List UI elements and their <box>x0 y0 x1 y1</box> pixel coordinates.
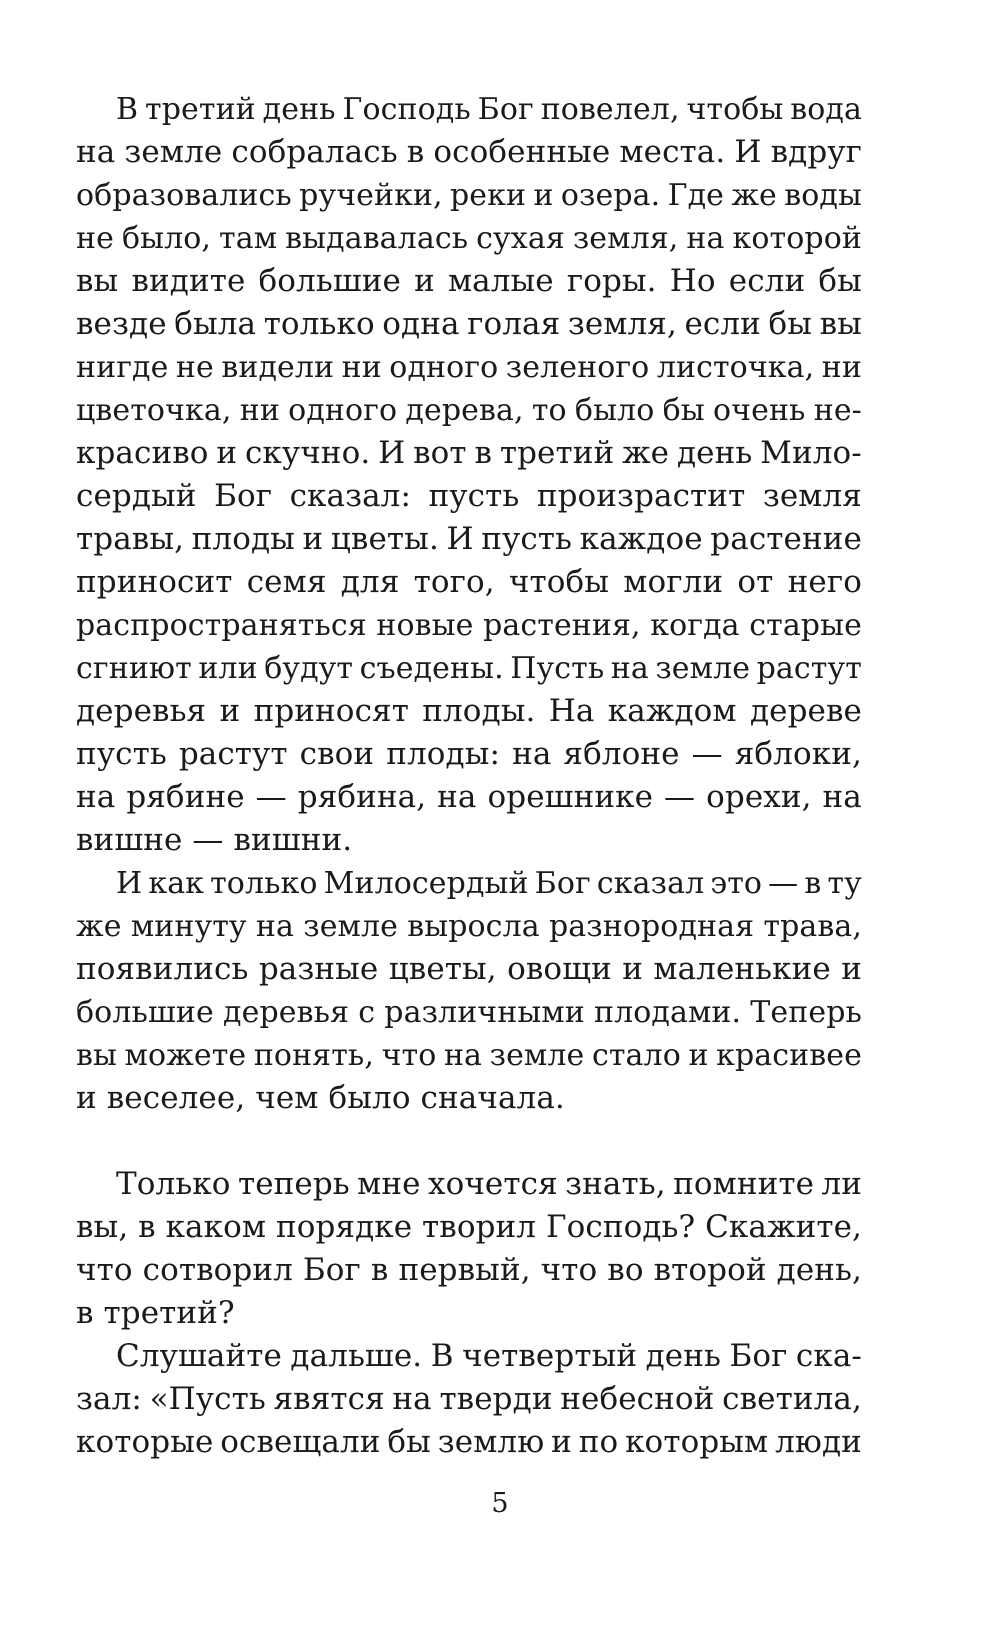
text-line: которые освещали бы землю и по которым люди <box>76 1424 862 1460</box>
text-line: появились разные цветы, овощи и маленькие и <box>76 951 862 987</box>
text-line: на земле собралась в особенные места. И вдруг <box>76 134 862 170</box>
text-line: сгниют или будут съедены. Пусть на земле растут <box>76 651 862 686</box>
paragraph <box>76 88 862 862</box>
text-line: красиво и скучно. И вот в третий же день Мило- <box>76 435 862 471</box>
text-line: И как только Милосердый Бог сказал это — в ту <box>116 866 862 901</box>
text-line: пусть растут свои плоды: на яблоне — яблоки, <box>76 736 862 772</box>
text-line: не было, там выдавалась сухая земля, на которой <box>76 221 862 256</box>
text-line: травы, плоды и цветы. И пусть каждое растение <box>76 521 862 557</box>
text-line: что сотворил Бог в первый, что во второй день, <box>76 1252 862 1288</box>
text-line: нигде не видели ни одного зеленого листочка, ни <box>76 350 862 385</box>
text-line: приносит семя для того, чтобы могли от него <box>76 564 862 600</box>
paragraph <box>76 1335 862 1464</box>
paragraph <box>76 862 862 1120</box>
text-line: на рябине — рябина, на орешнике — орехи, на <box>76 779 862 815</box>
text-line: Только теперь мне хочется знать, помните ли <box>116 1166 862 1202</box>
text-line: вы видите большие и малые горы. Но если бы <box>76 263 862 299</box>
text-line: распространяться новые растения, когда старые <box>76 608 862 643</box>
text-line: В третий день Господь Бог повелел, чтобы вода <box>116 92 862 127</box>
text-line: деревья и приносят плоды. На каждом дереве <box>76 693 862 729</box>
text-line: вишне — вишни. <box>76 822 353 858</box>
text-line: же минуту на земле выросла разнородная трава, <box>76 909 862 944</box>
text-line: в третий? <box>76 1295 235 1331</box>
text-line: и веселее, чем было сначала. <box>76 1080 565 1116</box>
page-number: 5 <box>491 1488 509 1519</box>
text-line: сердый Бог сказал: пусть произрастит земля <box>76 478 862 514</box>
text-line: образовались ручейки, реки и озера. Где же воды <box>76 178 862 213</box>
text-line: везде была только одна голая земля, если бы вы <box>76 306 862 342</box>
text-line: зал: «Пусть явятся на тверди небесной светила, <box>76 1381 862 1417</box>
text-line: вы, в каком порядке творил Господь? Скажите, <box>76 1209 862 1245</box>
text-line: цветочка, ни одного дерева, то было бы очень не- <box>76 393 862 428</box>
text-line: большие деревья с различными плодами. Теперь <box>76 995 862 1030</box>
text-line: вы можете понять, что на земле стало и красивее <box>76 1038 862 1073</box>
body-text <box>76 88 862 1464</box>
paragraph <box>76 1163 862 1335</box>
paragraph-gap <box>76 1120 862 1163</box>
text-line: Слушайте дальше. В четвертый день Бог ска- <box>116 1338 862 1374</box>
